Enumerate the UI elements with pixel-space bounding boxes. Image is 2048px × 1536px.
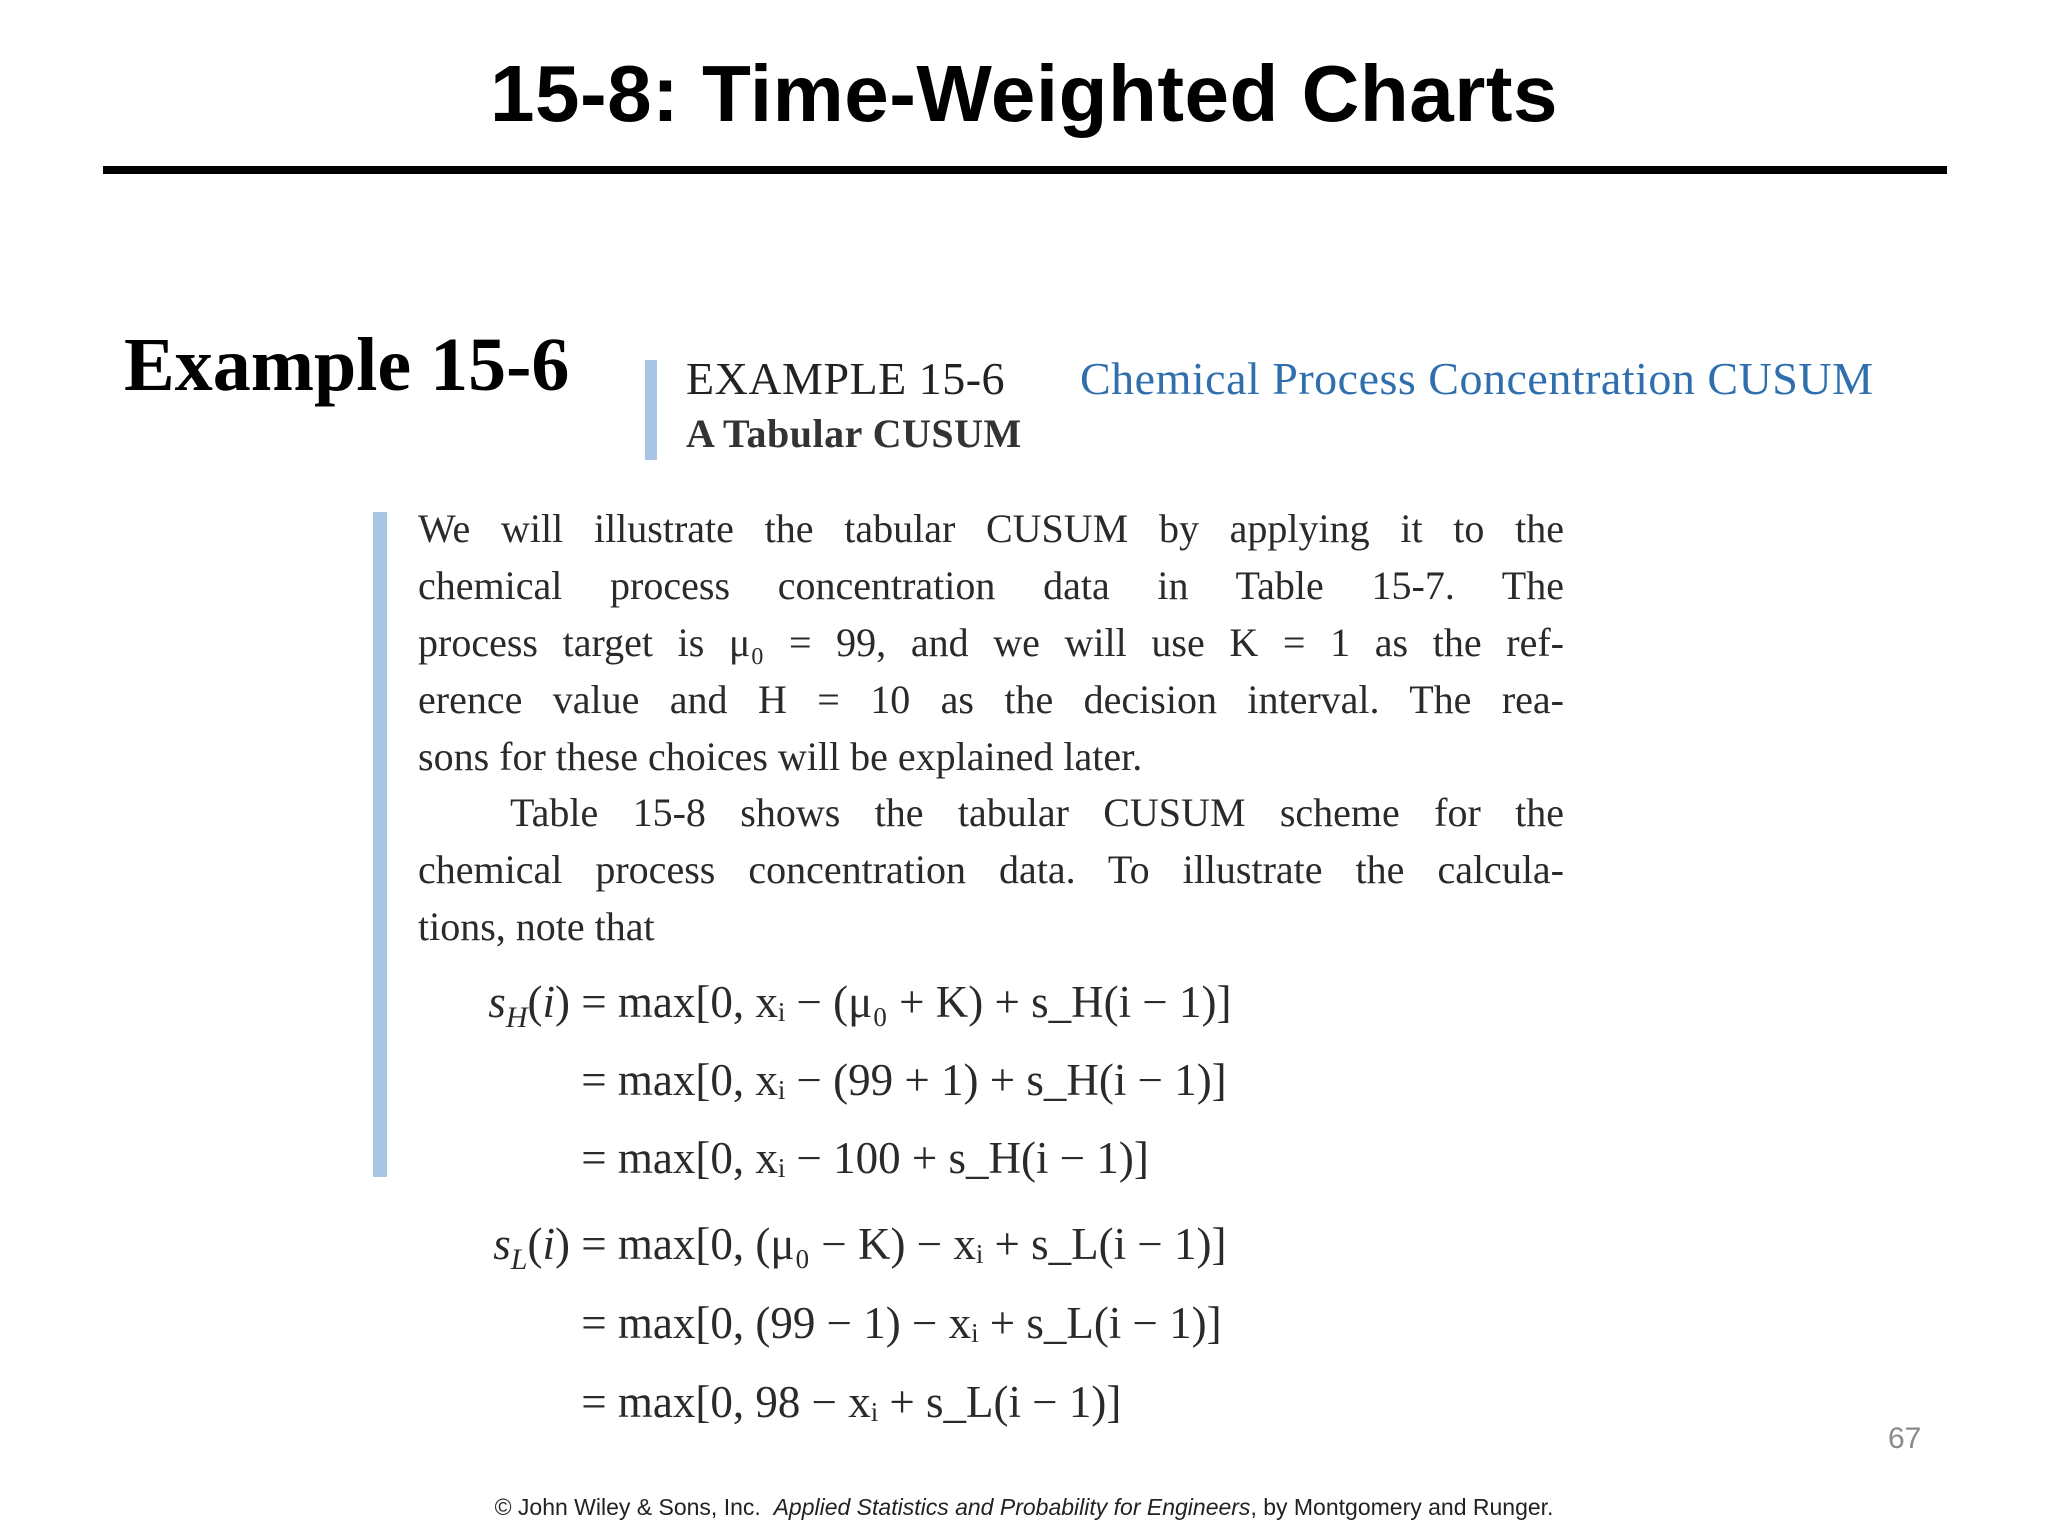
equation-rhs: max[0, xᵢ − (99 + 1) + s_H(i − 1)] [617,1055,1227,1105]
paragraph-line: erence value and H = 10 as the decision interval. The rea- [418,677,1564,722]
example-heading-accent-bar [645,360,657,460]
example-paragraph-2 [418,784,1564,955]
paragraph-line: We will illustrate the tabular CUSUM by applying it to the [418,506,1564,551]
equation-lhs: $s_H(i)$ [488,977,570,1034]
equation-sl-line-3: = max[0, 98 − xᵢ + s_L(i − 1)] [570,1377,1122,1427]
example-paragraph-1 [418,500,1564,785]
paragraph-line: chemical process concentration data in Table 15-7. The [418,563,1564,608]
equation-rhs: max[0, (99 − 1) − xᵢ + s_L(i − 1)] [617,1298,1222,1348]
paragraph-line: Table 15-8 shows the tabular CUSUM scheme for the [510,790,1564,835]
equation-sh-line-2: = max[0, xᵢ − (99 + 1) + s_H(i − 1)] [570,1055,1227,1105]
equation-sh-line-3: = max[0, xᵢ − 100 + s_H(i − 1)] [570,1133,1149,1183]
equation-rhs: max[0, xᵢ − (μ₀ + K) + s_H(i − 1)] [617,977,1232,1027]
title-underline [103,166,1947,174]
example-subheading: A Tabular CUSUM [686,411,1022,456]
equation-lhs: $s_L(i)$ [493,1219,570,1276]
equation-rhs: max[0, xᵢ − 100 + s_H(i − 1)] [617,1133,1149,1183]
footer-citation [0,1494,2048,1521]
example-body-accent-bar [373,512,387,1177]
footer-copyright: © John Wiley & Sons, Inc. [494,1494,761,1520]
page-number: 67 [1888,1422,1922,1455]
example-heading-number: EXAMPLE 15-6 [686,353,1006,404]
paragraph-line: tions, note that [418,904,655,949]
paragraph-line: process target is μ₀ = 99, and we will use K = 1 as the ref- [418,620,1564,665]
equation-sh-line-1: $s_H(i) = \max[0$, xᵢ − (μ₀ + K) + s_H(i − 1)] [458,976,1231,1028]
equation-rhs: max[0, (μ₀ − K) − xᵢ + s_L(i − 1)] [617,1219,1227,1269]
example-heading-title: Chemical Process Concentration CUSUM [1080,353,1874,404]
equation-sl-line-2: = max[0, (99 − 1) − xᵢ + s_L(i − 1)] [570,1298,1222,1348]
slide-title: 15-8: Time-Weighted Charts [489,49,1559,138]
equation-rhs: max[0, 98 − xᵢ + s_L(i − 1)] [617,1377,1122,1427]
example-label: Example 15-6 [124,323,570,407]
footer-authors: , by Montgomery and Runger. [1250,1494,1554,1520]
paragraph-line: sons for these choices will be explained later. [418,734,1143,779]
paragraph-line: chemical process concentration data. To illustrate the calcula- [418,847,1564,892]
equation-sl-line-1: $s_L(i) = \max[0$, (μ₀ − K) − xᵢ + s_L(i − 1)] [458,1218,1226,1270]
footer-book-title: Applied Statistics and Probability for Engineers [773,1494,1251,1520]
